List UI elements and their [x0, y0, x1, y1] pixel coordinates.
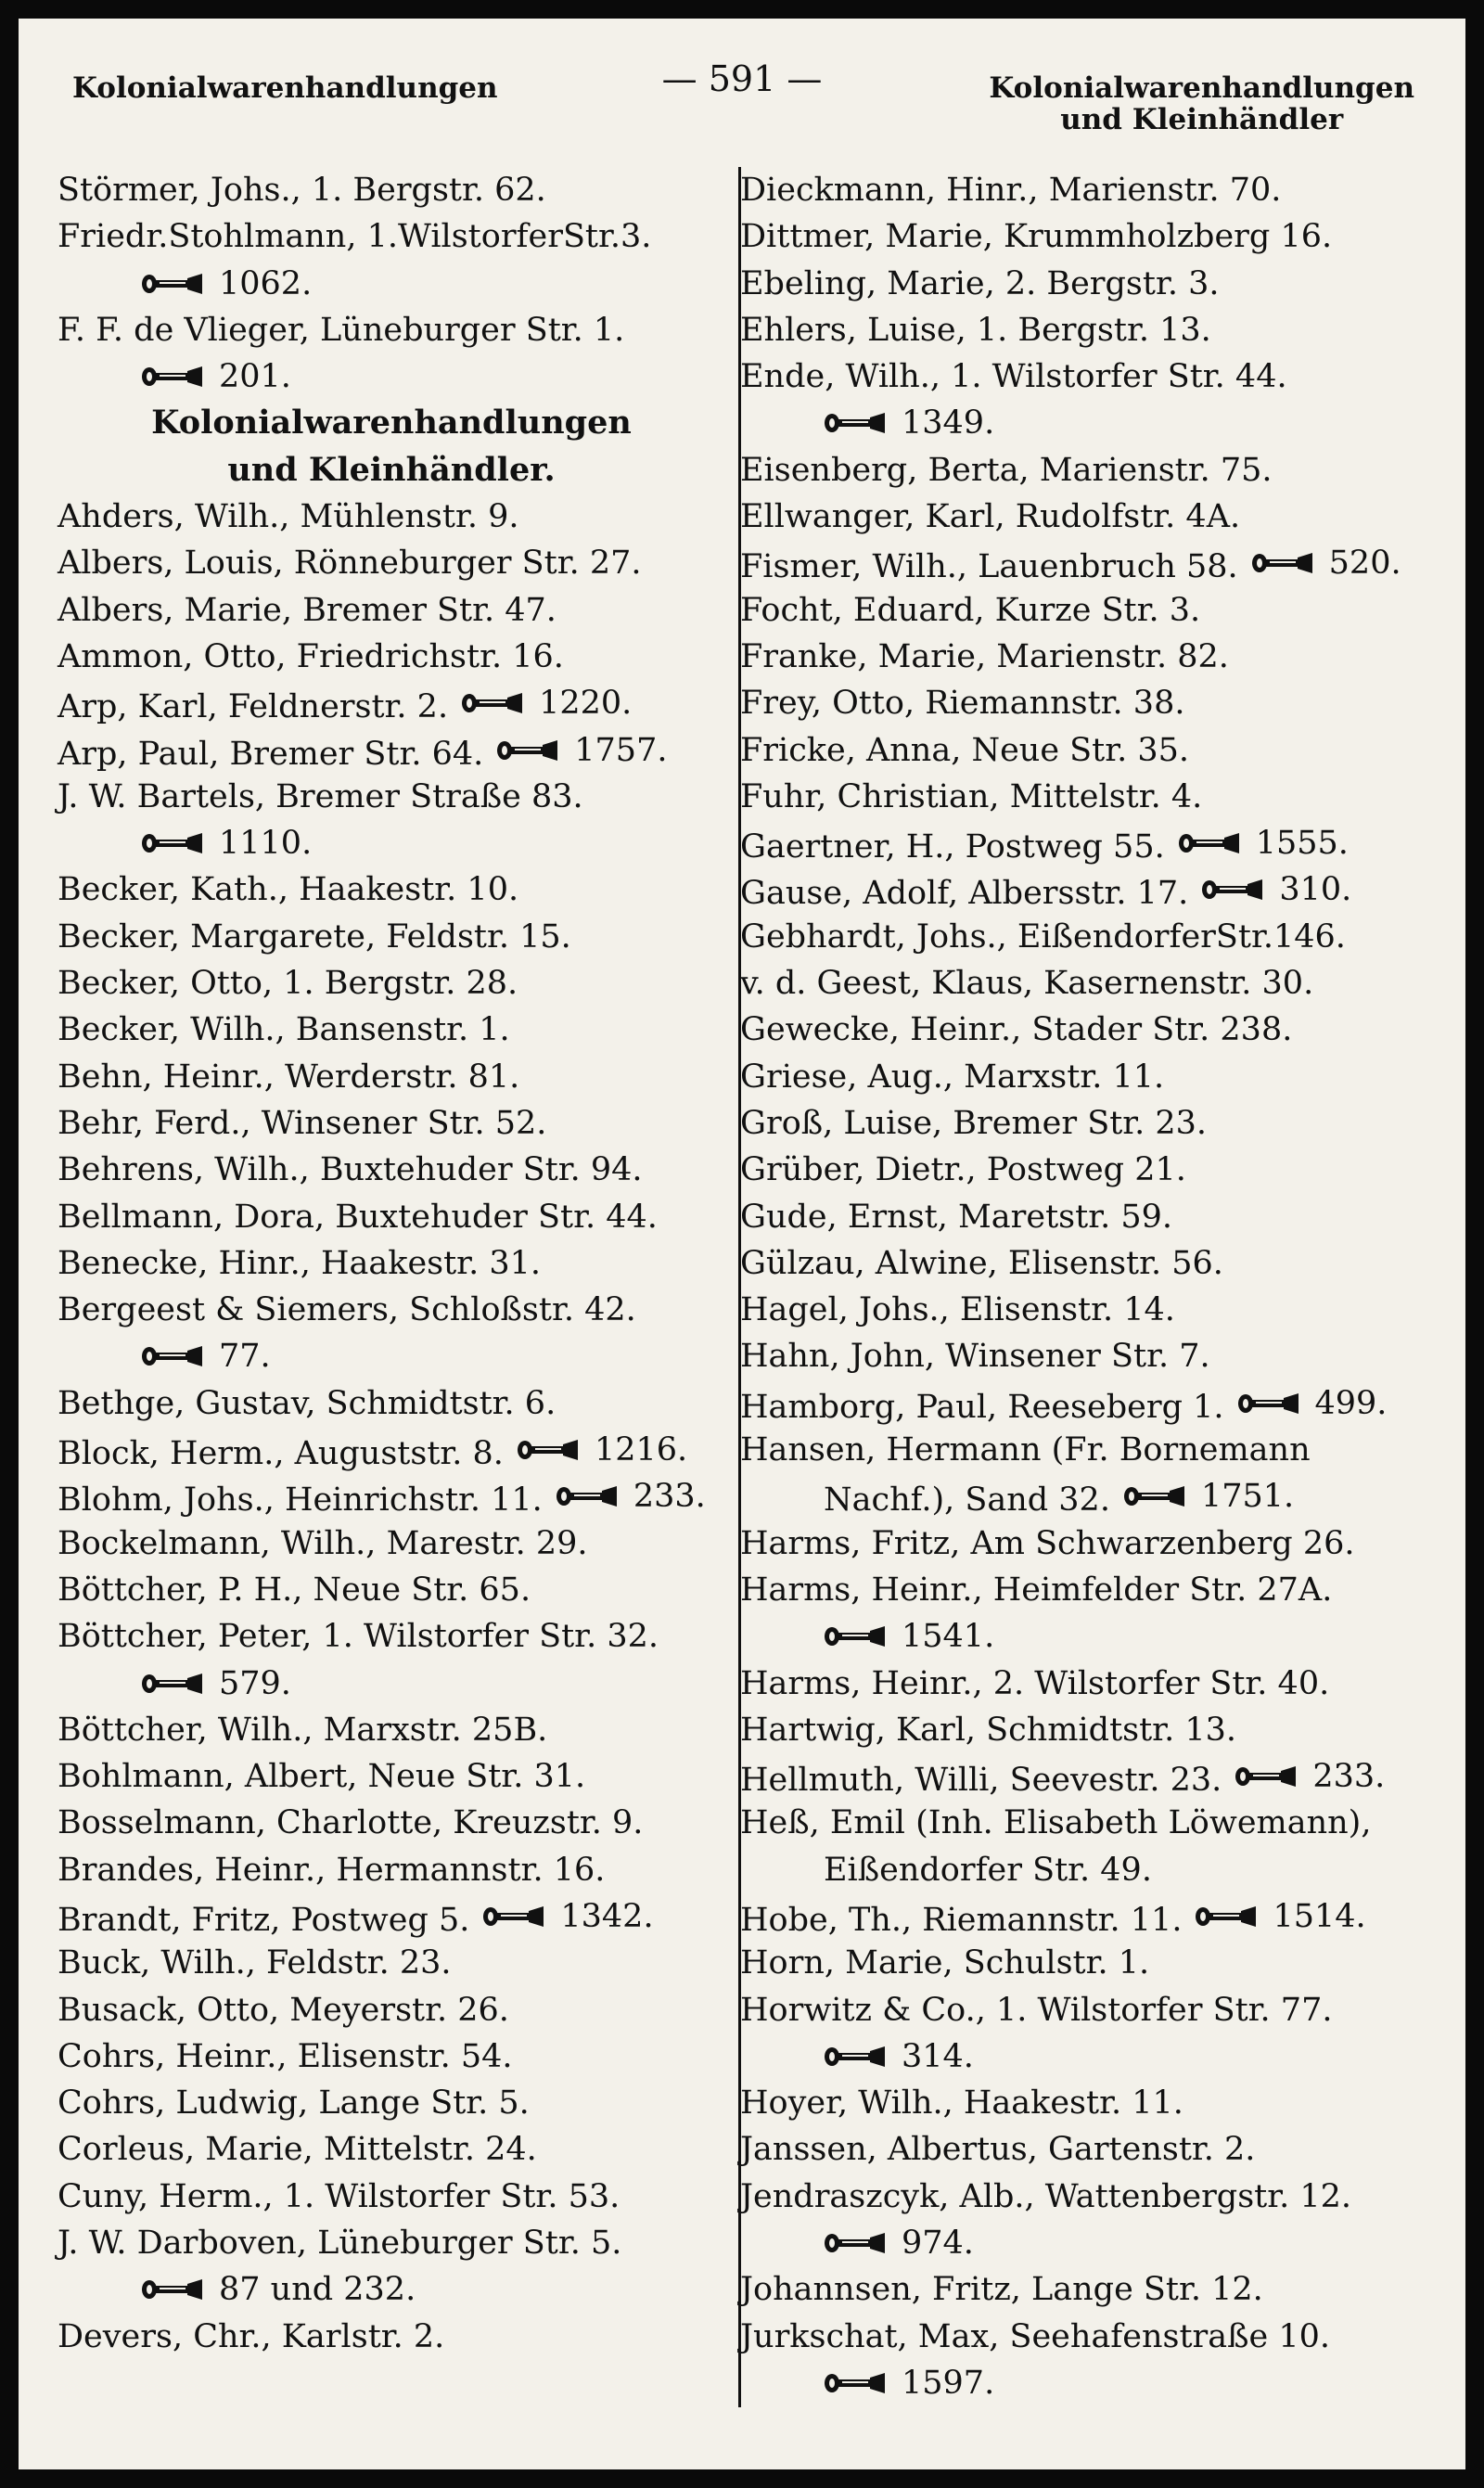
- entry-text: Grüber, Dietr., Postweg 21.: [740, 1151, 1186, 1189]
- phone-number: 579.: [219, 1664, 291, 1702]
- directory-entry: [58, 213, 725, 260]
- directory-entry: [58, 634, 725, 680]
- entry-text: Hellmuth, Willi, Seevestr. 23.: [740, 1762, 1222, 1800]
- telephone-receiver-icon: [824, 2043, 889, 2071]
- entry-text: Brandt, Fritz, Postweg 5.: [58, 1901, 470, 1939]
- phone-number: 201.: [219, 358, 291, 396]
- directory-entry: [740, 447, 1408, 494]
- directory-entry: [740, 960, 1408, 1007]
- phone-reference: [1178, 820, 1349, 866]
- phone-number: 310.: [1279, 871, 1352, 909]
- phone-number: 233.: [1312, 1758, 1386, 1796]
- entry-text: Groß, Luise, Bremer Str. 23.: [740, 1104, 1208, 1142]
- directory-entry: [740, 587, 1408, 634]
- telephone-receiver-icon: [141, 1670, 206, 1698]
- entry-text: Corleus, Marie, Mittelstr. 24.: [58, 2131, 537, 2169]
- directory-entry: [740, 2266, 1408, 2313]
- directory-entry: [740, 353, 1408, 400]
- telephone-receiver-icon: [1178, 829, 1243, 857]
- directory-entry: [740, 2033, 1408, 2080]
- directory-entry: [740, 213, 1408, 260]
- entry-text: Bergeest & Siemers, Schloßstr. 42.: [58, 1291, 636, 1329]
- directory-entry: [58, 1147, 725, 1193]
- running-header-left: Kolonialwarenhandlungen: [72, 71, 498, 105]
- directory-entry: [58, 1753, 725, 1800]
- section-heading-text: Kolonialwarenhandlungen: [151, 404, 632, 442]
- phone-number: 233.: [633, 1478, 706, 1516]
- directory-entry: [58, 1520, 725, 1567]
- entry-text: Jendraszcyk, Alb., Wattenbergstr. 12.: [740, 2177, 1352, 2215]
- directory-entry: [740, 1427, 1408, 1473]
- phone-reference: [141, 820, 312, 866]
- phone-reference: [1195, 1893, 1365, 1940]
- directory-entry: [58, 587, 725, 634]
- phone-number: 1757.: [574, 731, 668, 769]
- entry-text: Hansen, Hermann (Fr. Bornemann: [740, 1431, 1311, 1469]
- entry-text: Störmer, Johs., 1. Bergstr. 62.: [58, 172, 546, 209]
- phone-number: 1062.: [219, 264, 313, 302]
- directory-entry: [740, 1054, 1408, 1100]
- phone-reference: [482, 1893, 653, 1940]
- directory-entry: [58, 494, 725, 540]
- entry-text: Böttcher, Peter, 1. Wilstorfer Str. 32.: [58, 1618, 659, 1656]
- entry-text: Arp, Paul, Bremer Str. 64.: [58, 735, 484, 773]
- entry-text: Frey, Otto, Riemannstr. 38.: [740, 685, 1185, 723]
- phone-reference: [1251, 540, 1401, 586]
- entry-text: Harms, Heinr., Heimfelder Str. 27A.: [740, 1571, 1333, 1609]
- directory-entry: [740, 1893, 1408, 1940]
- entry-text: Jurkschat, Max, Seehafenstraße 10.: [740, 2317, 1331, 2355]
- telephone-receiver-icon: [1201, 876, 1266, 904]
- telephone-receiver-icon: [141, 363, 206, 391]
- directory-entry: [740, 2220, 1408, 2266]
- phone-reference: [141, 353, 291, 400]
- directory-entry: [740, 727, 1408, 774]
- phone-reference: [141, 261, 312, 307]
- directory-entry: [740, 1520, 1408, 1567]
- directory-entry: [58, 2266, 725, 2313]
- phone-number: 1514.: [1273, 1897, 1366, 1935]
- directory-entry: [740, 2126, 1408, 2173]
- phone-number: 1110.: [219, 825, 313, 863]
- directory-page: [19, 19, 1465, 2469]
- entry-text: Cuny, Herm., 1. Wilstorfer Str. 53.: [58, 2177, 620, 2215]
- entry-text: Dieckmann, Hinr., Marienstr. 70.: [740, 172, 1282, 209]
- entry-text: Benecke, Hinr., Haakestr. 31.: [58, 1244, 541, 1282]
- directory-entry: [740, 2174, 1408, 2220]
- telephone-receiver-icon: [556, 1482, 620, 1510]
- entry-text: Ammon, Otto, Friedrichstr. 16.: [58, 637, 564, 675]
- phone-number: 1216.: [594, 1431, 688, 1469]
- entry-text: Nachf.), Sand 32.: [824, 1481, 1110, 1520]
- entry-text: Albers, Marie, Bremer Str. 47.: [58, 591, 556, 629]
- phone-number: 499.: [1314, 1384, 1388, 1422]
- directory-entry: [740, 634, 1408, 680]
- entry-text: Bohlmann, Albert, Neue Str. 31.: [58, 1758, 586, 1796]
- phone-number: 1751.: [1200, 1478, 1295, 1516]
- telephone-receiver-icon: [1251, 549, 1316, 577]
- entry-text: Heß, Emil (Inh. Elisabeth Löwemann),: [740, 1804, 1372, 1842]
- directory-entry: [58, 261, 725, 307]
- directory-entry: [740, 1661, 1408, 1707]
- directory-entry: [740, 820, 1408, 866]
- phone-reference: [1201, 866, 1351, 913]
- entry-text: Behn, Heinr., Werderstr. 81.: [58, 1058, 520, 1096]
- directory-entry: [740, 1567, 1408, 1613]
- page-number: — 591 —: [661, 58, 823, 99]
- directory-entry: [58, 2126, 725, 2173]
- entry-text: Hartwig, Karl, Schmidtstr. 13.: [740, 1711, 1236, 1749]
- entry-text: Behr, Ferd., Winsener Str. 52.: [58, 1104, 547, 1142]
- entry-text: Devers, Chr., Karlstr. 2.: [58, 2317, 445, 2355]
- entry-text: Becker, Wilh., Bansenstr. 1.: [58, 1011, 510, 1049]
- directory-entry: [58, 914, 725, 960]
- directory-entry: [58, 1333, 725, 1379]
- entry-text: Becker, Kath., Haakestr. 10.: [58, 871, 519, 909]
- entry-text: Ehlers, Luise, 1. Bergstr. 13.: [740, 311, 1211, 349]
- entry-text: Friedr.Stohlmann, 1.WilstorferStr.3.: [58, 218, 652, 256]
- directory-entry: [58, 1240, 725, 1287]
- phone-number: 1597.: [902, 2364, 995, 2402]
- phone-reference: [824, 1613, 994, 1660]
- telephone-receiver-icon: [824, 2369, 889, 2397]
- directory-entry: [58, 680, 725, 726]
- directory-entry: [58, 167, 725, 213]
- entry-text: Bellmann, Dora, Buxtehuder Str. 44.: [58, 1198, 658, 1236]
- directory-entry: [740, 1333, 1408, 1379]
- telephone-receiver-icon: [824, 409, 889, 437]
- phone-reference: [1235, 1753, 1385, 1800]
- entry-text: Eisenberg, Berta, Marienstr. 75.: [740, 451, 1273, 489]
- telephone-receiver-icon: [141, 1342, 206, 1370]
- directory-entry: [740, 1707, 1408, 1753]
- entry-text: Hamborg, Paul, Reeseberg 1.: [740, 1388, 1224, 1426]
- entry-text: Gause, Adolf, Albersstr. 17.: [740, 875, 1189, 913]
- phone-number: 87 und 232.: [219, 2271, 416, 2309]
- entry-text: Gülzau, Alwine, Elisenstr. 56.: [740, 1244, 1223, 1282]
- right-column: [740, 167, 1408, 2406]
- entry-text: v. d. Geest, Klaus, Kasernenstr. 30.: [740, 965, 1314, 1003]
- directory-entry: [58, 1007, 725, 1053]
- phone-reference: [461, 680, 632, 726]
- directory-entry: [58, 1800, 725, 1846]
- phone-number: 1220.: [539, 685, 633, 723]
- directory-entry: [740, 167, 1408, 213]
- phone-reference: [824, 2360, 994, 2406]
- phone-reference: [1237, 1380, 1388, 1427]
- directory-entry: [740, 494, 1408, 540]
- directory-entry: [58, 1473, 725, 1520]
- entry-text: Böttcher, P. H., Neue Str. 65.: [58, 1571, 531, 1609]
- directory-entry: [58, 866, 725, 913]
- entry-text: Franke, Marie, Marienstr. 82.: [740, 637, 1229, 675]
- entry-text: Arp, Karl, Feldnerstr. 2.: [58, 688, 449, 726]
- entry-text: Cohrs, Ludwig, Lange Str. 5.: [58, 2084, 530, 2122]
- directory-entry: [740, 540, 1408, 586]
- telephone-receiver-icon: [1123, 1482, 1188, 1510]
- entry-text: Gebhardt, Johs., EißendorferStr.146.: [740, 917, 1346, 955]
- entry-text: F. F. de Vlieger, Lüneburger Str. 1.: [58, 311, 625, 349]
- directory-entry: [58, 1100, 725, 1147]
- entry-text: Eißendorfer Str. 49.: [824, 1851, 1152, 1889]
- directory-entry: [740, 1987, 1408, 2033]
- entry-text: Albers, Louis, Rönneburger Str. 27.: [58, 545, 642, 583]
- phone-number: 974.: [902, 2225, 974, 2263]
- directory-entry: [740, 400, 1408, 446]
- telephone-receiver-icon: [461, 689, 526, 717]
- phone-reference: [517, 1427, 687, 1473]
- telephone-receiver-icon: [1195, 1903, 1260, 1930]
- entry-text: Cohrs, Heinr., Elisenstr. 54.: [58, 2037, 513, 2075]
- entry-text: Griese, Aug., Marxstr. 11.: [740, 1058, 1165, 1096]
- directory-entry: [740, 1147, 1408, 1193]
- phone-number: 1349.: [902, 404, 995, 442]
- entry-text: Dittmer, Marie, Krummholzberg 16.: [740, 218, 1333, 256]
- telephone-receiver-icon: [1235, 1763, 1299, 1790]
- entry-text: Gude, Ernst, Maretstr. 59.: [740, 1198, 1173, 1236]
- telephone-receiver-icon: [141, 270, 206, 298]
- directory-entry: [58, 2033, 725, 2080]
- directory-entry: [58, 353, 725, 400]
- entry-text: Böttcher, Wilh., Marxstr. 25B.: [58, 1711, 548, 1749]
- directory-entry: [58, 727, 725, 774]
- left-column: [58, 167, 725, 2360]
- phone-number: 1541.: [902, 1618, 995, 1656]
- entry-text: Ende, Wilh., 1. Wilstorfer Str. 44.: [740, 358, 1287, 396]
- entry-text: Fricke, Anna, Neue Str. 35.: [740, 731, 1190, 769]
- directory-entry: [58, 960, 725, 1007]
- entry-text: Behrens, Wilh., Buxtehuder Str. 94.: [58, 1151, 643, 1189]
- directory-entry: [740, 1847, 1408, 1893]
- phone-reference: [556, 1473, 706, 1520]
- entry-text: Focht, Eduard, Kurze Str. 3.: [740, 591, 1201, 629]
- directory-entry: [740, 1380, 1408, 1427]
- directory-entry: [58, 820, 725, 866]
- directory-entry: [740, 1940, 1408, 1986]
- section-heading: [58, 447, 725, 494]
- entry-text: Gaertner, H., Postweg 55.: [740, 828, 1165, 866]
- directory-entry: [58, 1893, 725, 1940]
- phone-reference: [141, 1661, 291, 1707]
- entry-text: Brandes, Heinr., Hermannstr. 16.: [58, 1851, 606, 1889]
- phone-number: 1555.: [1255, 825, 1349, 863]
- directory-entry: [740, 307, 1408, 353]
- entry-text: Becker, Margarete, Feldstr. 15.: [58, 917, 571, 955]
- directory-entry: [740, 1287, 1408, 1333]
- directory-entry: [740, 1007, 1408, 1053]
- directory-entry: [58, 2314, 725, 2360]
- entry-text: Becker, Otto, 1. Bergstr. 28.: [58, 965, 518, 1003]
- directory-entry: [740, 680, 1408, 726]
- entry-text: J. W. Bartels, Bremer Straße 83.: [58, 777, 583, 815]
- directory-entry: [58, 307, 725, 353]
- entry-text: Johannsen, Fritz, Lange Str. 12.: [740, 2271, 1263, 2309]
- directory-entry: [740, 774, 1408, 820]
- entry-text: Block, Herm., Auguststr. 8.: [58, 1435, 504, 1473]
- telephone-receiver-icon: [141, 829, 206, 857]
- entry-text: Harms, Fritz, Am Schwarzenberg 26.: [740, 1524, 1355, 1562]
- entry-text: Hoyer, Wilh., Haakestr. 11.: [740, 2084, 1183, 2122]
- directory-entry: [58, 1847, 725, 1893]
- entry-text: Horwitz & Co., 1. Wilstorfer Str. 77.: [740, 1991, 1333, 2029]
- entry-text: Blohm, Johs., Heinrichstr. 11.: [58, 1481, 543, 1520]
- phone-reference: [1123, 1473, 1294, 1520]
- entry-text: Janssen, Albertus, Gartenstr. 2.: [740, 2131, 1256, 2169]
- entry-text: Buck, Wilh., Feldstr. 23.: [58, 1944, 452, 1982]
- directory-entry: [740, 1100, 1408, 1147]
- entry-text: Fuhr, Christian, Mittelstr. 4.: [740, 777, 1203, 815]
- phone-reference: [141, 2266, 416, 2313]
- telephone-receiver-icon: [496, 737, 561, 764]
- phone-number: 314.: [902, 2037, 974, 2075]
- directory-entry: [58, 1661, 725, 1707]
- running-header-right-line1: Kolonialwarenhandlungen: [989, 71, 1414, 105]
- directory-entry: [58, 1613, 725, 1660]
- directory-entry: [58, 2220, 725, 2266]
- directory-entry: [740, 1240, 1408, 1287]
- entry-text: Harms, Heinr., 2. Wilstorfer Str. 40.: [740, 1664, 1330, 1702]
- directory-entry: [740, 261, 1408, 307]
- directory-entry: [740, 914, 1408, 960]
- entry-text: Hahn, John, Winsener Str. 7.: [740, 1338, 1210, 1376]
- entry-text: Hagel, Johs., Elisenstr. 14.: [740, 1291, 1175, 1329]
- phone-number: 520.: [1328, 545, 1401, 583]
- directory-entry: [740, 2360, 1408, 2406]
- entry-text: Bockelmann, Wilh., Marestr. 29.: [58, 1524, 588, 1562]
- directory-entry: [740, 866, 1408, 913]
- telephone-receiver-icon: [141, 2276, 206, 2303]
- directory-entry: [58, 1427, 725, 1473]
- entry-text: Busack, Otto, Meyerstr. 26.: [58, 1991, 509, 2029]
- entry-text: Ellwanger, Karl, Rudolfstr. 4A.: [740, 498, 1241, 536]
- directory-entry: [58, 1987, 725, 2033]
- phone-reference: [141, 1333, 271, 1379]
- running-header-right: [989, 72, 1414, 135]
- directory-entry: [58, 1707, 725, 1753]
- telephone-receiver-icon: [1237, 1390, 1302, 1417]
- directory-entry: [58, 774, 725, 820]
- directory-entry: [58, 1380, 725, 1427]
- directory-entry: [740, 1473, 1408, 1520]
- entry-text: Ahders, Wilh., Mühlenstr. 9.: [58, 498, 519, 536]
- entry-text: Bosselmann, Charlotte, Kreuzstr. 9.: [58, 1804, 644, 1842]
- directory-entry: [58, 1287, 725, 1333]
- running-header-right-line2: und Kleinhändler: [1060, 103, 1344, 136]
- directory-entry: [58, 1940, 725, 1986]
- entry-text: Ebeling, Marie, 2. Bergstr. 3.: [740, 264, 1220, 302]
- telephone-receiver-icon: [824, 1622, 889, 1650]
- directory-entry: [58, 1567, 725, 1613]
- phone-number: 1342.: [560, 1897, 654, 1935]
- telephone-receiver-icon: [824, 2229, 889, 2257]
- entry-text: Hobe, Th., Riemannstr. 11.: [740, 1901, 1183, 1939]
- phone-reference: [496, 727, 667, 774]
- section-heading-text: und Kleinhändler.: [227, 450, 556, 489]
- section-heading: [58, 400, 725, 446]
- telephone-receiver-icon: [517, 1436, 582, 1464]
- phone-number: 77.: [219, 1338, 271, 1376]
- entry-text: Gewecke, Heinr., Stader Str. 238.: [740, 1011, 1293, 1049]
- directory-entry: [740, 1753, 1408, 1800]
- entry-text: Bethge, Gustav, Schmidtstr. 6.: [58, 1384, 556, 1422]
- directory-entry: [58, 1194, 725, 1240]
- directory-entry: [740, 1613, 1408, 1660]
- directory-entry: [740, 1800, 1408, 1846]
- entry-text: Fismer, Wilh., Lauenbruch 58.: [740, 548, 1238, 586]
- directory-entry: [740, 2314, 1408, 2360]
- phone-reference: [824, 2220, 974, 2266]
- phone-reference: [824, 2033, 974, 2080]
- phone-reference: [824, 400, 994, 446]
- directory-entry: [58, 1054, 725, 1100]
- directory-entry: [740, 2080, 1408, 2126]
- directory-entry: [58, 2174, 725, 2220]
- directory-entry: [740, 1194, 1408, 1240]
- directory-entry: [58, 2080, 725, 2126]
- entry-text: J. W. Darboven, Lüneburger Str. 5.: [58, 2225, 622, 2263]
- telephone-receiver-icon: [482, 1903, 547, 1930]
- entry-text: Horn, Marie, Schulstr. 1.: [740, 1944, 1150, 1982]
- directory-entry: [58, 540, 725, 586]
